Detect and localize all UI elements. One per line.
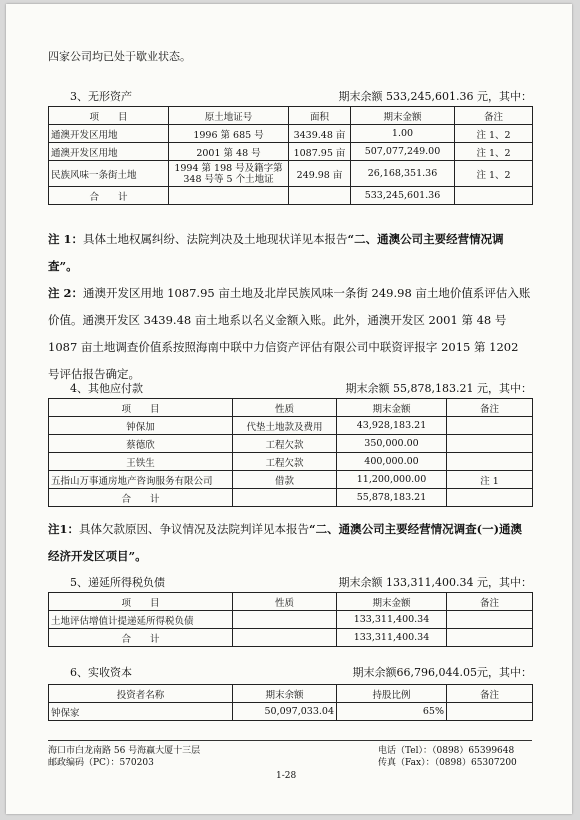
table-cell: 工程欠款 [233, 435, 337, 453]
table-cell [447, 453, 533, 471]
header-cell: 期末金额 [337, 399, 447, 417]
header-cell: 项 目 [49, 399, 233, 417]
table-cell: 50,097,033.04 [233, 703, 337, 721]
table-cell: 钟保家 [49, 703, 233, 721]
table-cell: 蔡德欣 [49, 435, 233, 453]
deferred-tax-table [48, 592, 533, 647]
section-intangible-assets [48, 88, 532, 104]
paid-in-capital-table [48, 684, 533, 721]
table-cell: 工程欠款 [233, 453, 337, 471]
table-header-row [49, 593, 533, 611]
table-cell: 3439.48 亩 [289, 125, 351, 143]
other-payables-table [48, 398, 533, 507]
table-cell: 民族风味一条街土地 [49, 161, 169, 187]
note-3 [48, 516, 532, 570]
table-cell: 代垫土地款及费用 [233, 417, 337, 435]
intro-line: 四家公司均已处于歇业状态。 [48, 50, 191, 63]
table-row [49, 435, 533, 453]
header-cell: 项 目 [49, 107, 169, 125]
total-label: 合 计 [49, 629, 233, 647]
table-cell: 1087.95 亩 [289, 143, 351, 161]
table-cell: 43,928,183.21 [337, 417, 447, 435]
section-other-payables [48, 380, 532, 396]
table-total-row [49, 187, 533, 205]
table-row [49, 453, 533, 471]
table-cell: 249.98 亩 [289, 161, 351, 187]
table-cell [233, 611, 337, 629]
header-cell: 期末余额 [233, 685, 337, 703]
table-cell: 借款 [233, 471, 337, 489]
table-cell: 11,200,000.00 [337, 471, 447, 489]
table-row [49, 161, 533, 187]
table-cell: 五指山万事通房地产咨询服务有限公司 [49, 471, 233, 489]
header-cell: 持股比例 [337, 685, 447, 703]
section-deferred-tax [48, 574, 532, 590]
section-balance: 期末余额 55,878,183.21 元，其中： [345, 382, 532, 395]
table-cell: 1.00 [351, 125, 455, 143]
section-title: 3、无形资产 [70, 90, 132, 103]
table-cell: 王铁生 [49, 453, 233, 471]
table-cell: 通澳开发区用地 [49, 143, 169, 161]
table-header-row [49, 399, 533, 417]
document-page [6, 4, 572, 814]
table-total-row [49, 489, 533, 507]
note-bold-text: “二、通澳公司主要经营情况调查(一)通澳经济开发区项目”。 [48, 522, 523, 563]
header-cell: 面积 [289, 107, 351, 125]
table-cell: 26,168,351.36 [351, 161, 455, 187]
header-cell: 投资者名称 [49, 685, 233, 703]
note-text: 具体土地权属纠纷、法院判决及土地现状详见本报告 [83, 232, 348, 246]
table-row [49, 417, 533, 435]
table-cell: 注 1 [447, 471, 533, 489]
table-cell: 土地评估增值计提递延所得税负债 [49, 611, 233, 629]
table-header-row [49, 685, 533, 703]
total-label: 合 计 [49, 187, 169, 205]
note-label: 注 1： [48, 232, 84, 246]
table-cell [447, 435, 533, 453]
table-cell: 注 1、2 [455, 125, 533, 143]
section-balance: 期末余额 133,311,400.34 元，其中： [338, 576, 532, 589]
table-row [49, 471, 533, 489]
page-number: 1-28 [276, 771, 297, 781]
header-cell: 备注 [455, 107, 533, 125]
table-header-row [49, 107, 533, 125]
note-label: 注 2： [48, 286, 84, 300]
table-cell [447, 611, 533, 629]
header-cell: 项 目 [49, 593, 233, 611]
table-cell: 1996 第 685 号 [169, 125, 289, 143]
table-cell: 133,311,400.34 [337, 611, 447, 629]
footer-fax: 传真（Fax）：（0898）65307200 [378, 758, 517, 768]
section-balance: 期末余额66,796,044.05元，其中： [352, 666, 532, 679]
table-cell: 注 1、2 [455, 143, 533, 161]
header-cell: 期末金额 [337, 593, 447, 611]
section-paid-in-capital [48, 664, 532, 680]
header-cell: 备注 [447, 593, 533, 611]
table-cell: 507,077,249.00 [351, 143, 455, 161]
header-cell: 性质 [233, 399, 337, 417]
table-cell [447, 703, 533, 721]
section-balance: 期末余额 533,245,601.36 元，其中： [338, 90, 532, 103]
total-value: 133,311,400.34 [337, 629, 447, 647]
note-text: 具体欠款原因、争议情况及法院判详见本报告 [79, 522, 310, 536]
intangible-assets-table [48, 106, 533, 205]
section-title: 4、其他应付款 [70, 382, 143, 395]
note-text: 通澳开发区用地 1087.95 亩土地及北岸民族风味一条街 249.98 亩土地价值系评估入账价值。通澳开发区 3439.48 亩土地系以名义金额入账。此外，通澳开发区 2001 第 48 号 1087 亩土地调查价值系按照海南中联中力信资产评估有限公司中联资评报字 2015 第 1202 号评估报告确定。 [48, 286, 531, 381]
table-cell: 400,000.00 [337, 453, 447, 471]
table-row [49, 703, 533, 721]
note-label: 注1： [48, 522, 80, 536]
table-cell: 350,000.00 [337, 435, 447, 453]
footer-tel: 电话（Tel）：（0898）65399648 [378, 746, 515, 756]
table-row [49, 611, 533, 629]
header-cell: 备注 [447, 685, 533, 703]
header-cell: 性质 [233, 593, 337, 611]
table-cell: 1994 第 198 号及籍字第 348 号等 5 个土地证 [169, 161, 289, 187]
note-1 [48, 226, 532, 280]
section-title: 6、实收资本 [70, 666, 132, 679]
table-cell [447, 417, 533, 435]
total-value: 533,245,601.36 [351, 187, 455, 205]
note-bold-text: “二、通澳公司主要经营情况调查”。 [48, 232, 504, 273]
section-title: 5、递延所得税负债 [70, 576, 165, 589]
footer-address: 海口市白龙南路 56 号海赢大厦十三层 [48, 746, 201, 756]
table-cell: 钟保加 [49, 417, 233, 435]
table-cell: 65% [337, 703, 447, 721]
note-2 [48, 280, 532, 388]
header-cell: 备注 [447, 399, 533, 417]
footer-divider [48, 740, 532, 741]
table-row [49, 125, 533, 143]
table-row [49, 143, 533, 161]
footer-postcode: 邮政编码（PC）：570203 [48, 758, 154, 768]
table-cell: 2001 第 48 号 [169, 143, 289, 161]
table-cell: 注 1、2 [455, 161, 533, 187]
table-cell: 通澳开发区用地 [49, 125, 169, 143]
table-total-row [49, 629, 533, 647]
total-label: 合 计 [49, 489, 233, 507]
header-cell: 原土地证号 [169, 107, 289, 125]
header-cell: 期末金额 [351, 107, 455, 125]
total-value: 55,878,183.21 [337, 489, 447, 507]
